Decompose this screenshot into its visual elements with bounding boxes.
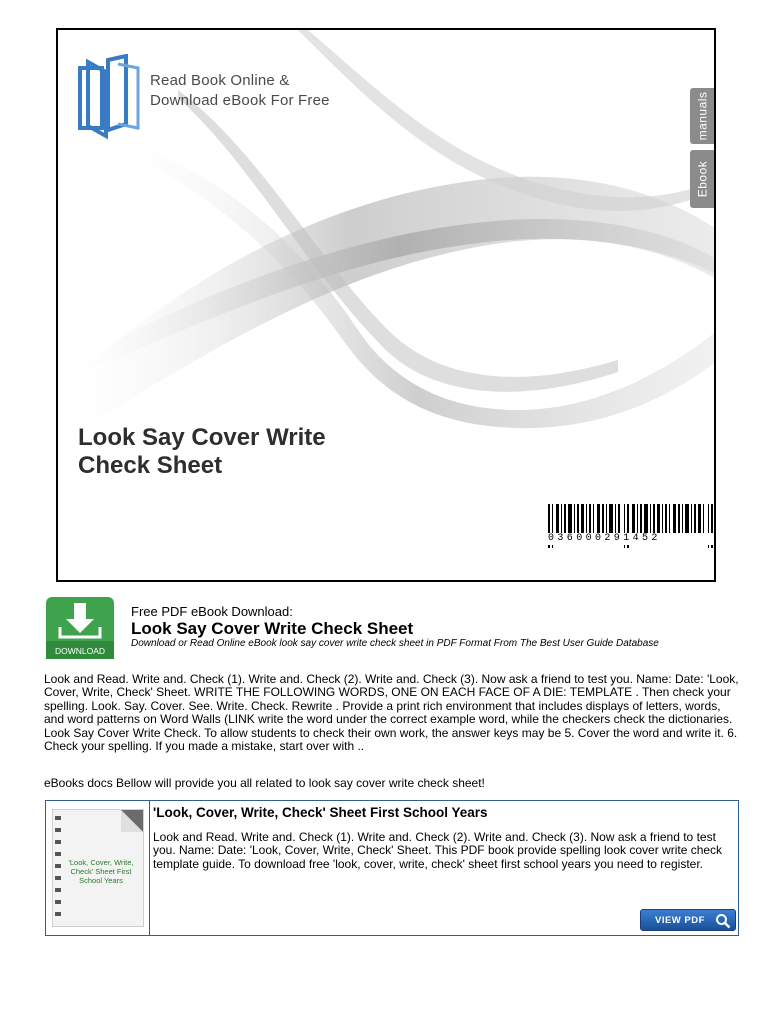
download-pretitle: Free PDF eBook Download: [131,604,293,619]
side-tab-manuals-label: manuals [695,91,710,141]
thumbnail-title: 'Look, Cover, Write, Check' Sheet First School Years [68,858,134,885]
cover-title-line2: Check Sheet [78,452,223,479]
page-fold-icon [121,810,143,832]
related-thumbnail-cell[interactable] [46,801,150,935]
logo-text-line2: Download eBook For Free [150,92,330,109]
ebook-cover [56,28,716,582]
magnifier-icon [715,913,731,929]
download-title[interactable]: Look Say Cover Write Check Sheet [131,619,414,638]
view-pdf-label: VIEW PDF [655,915,705,926]
download-subtitle: Download or Read Online eBook look say cover write check sheet in PDF Format From The Best User Guide Database [131,638,659,649]
cover-title [78,424,326,480]
logo-text-line1: Read Book Online & [150,72,290,89]
side-tab-ebook [690,150,714,208]
side-tab-ebook-label: Ebook [695,160,709,198]
site-logo [78,54,358,142]
book-logo-icon [78,54,142,140]
view-pdf-button[interactable] [640,909,736,931]
download-badge-icon[interactable] [46,597,114,659]
side-tab-manuals [690,88,714,144]
barcode-graphic [548,504,714,554]
related-item-title[interactable]: 'Look, Cover, Write, Check' Sheet First School Years [153,805,488,820]
download-badge-label: DOWNLOAD [54,646,106,656]
related-item [45,800,739,936]
cover-title-line1: Look Say Cover Write [78,424,326,451]
document-thumbnail[interactable] [52,809,144,927]
barcode-number: 036000291452 [548,533,714,545]
related-item-description: Look and Read. Write and. Check (1). Write and. Check (2). Write and. Check (3). Now ask a friend to test you. Name: Date: 'Look, Cover, Write, Check' Sheet. This PDF book provide spelling look cover write check template guide. To download free 'look, cover, write, check' sheet first school years you need to register. [153,830,723,871]
description-paragraph: Look and Read. Write and. Check (1). Write and. Check (2). Write and. Check (3). Now ask a friend to test you. Name: Date: 'Look, Cover, Write, Check' Sheet. WRITE THE FOLLOWING WORDS, ONE ON EACH FACE OF A DIE: TEMPLATE . Then check your spelling. Look. Say. Cover. See. Write. Check. Rewrite . Provide a print rich environment that includes displays of letters, words, and word patterns on Word Walls (LINK write the word under the correct example word, while the checkers check the dictionaries. Look Say Cover Write Check. To allow students to check their own work, the answer keys may be 5. Cover the word and write it. 6. Check your spelling. If you made a mistake, start over with .. [44,672,739,754]
related-intro: eBooks docs Bellow will provide you all related to look say cover write check sheet! [44,776,485,790]
